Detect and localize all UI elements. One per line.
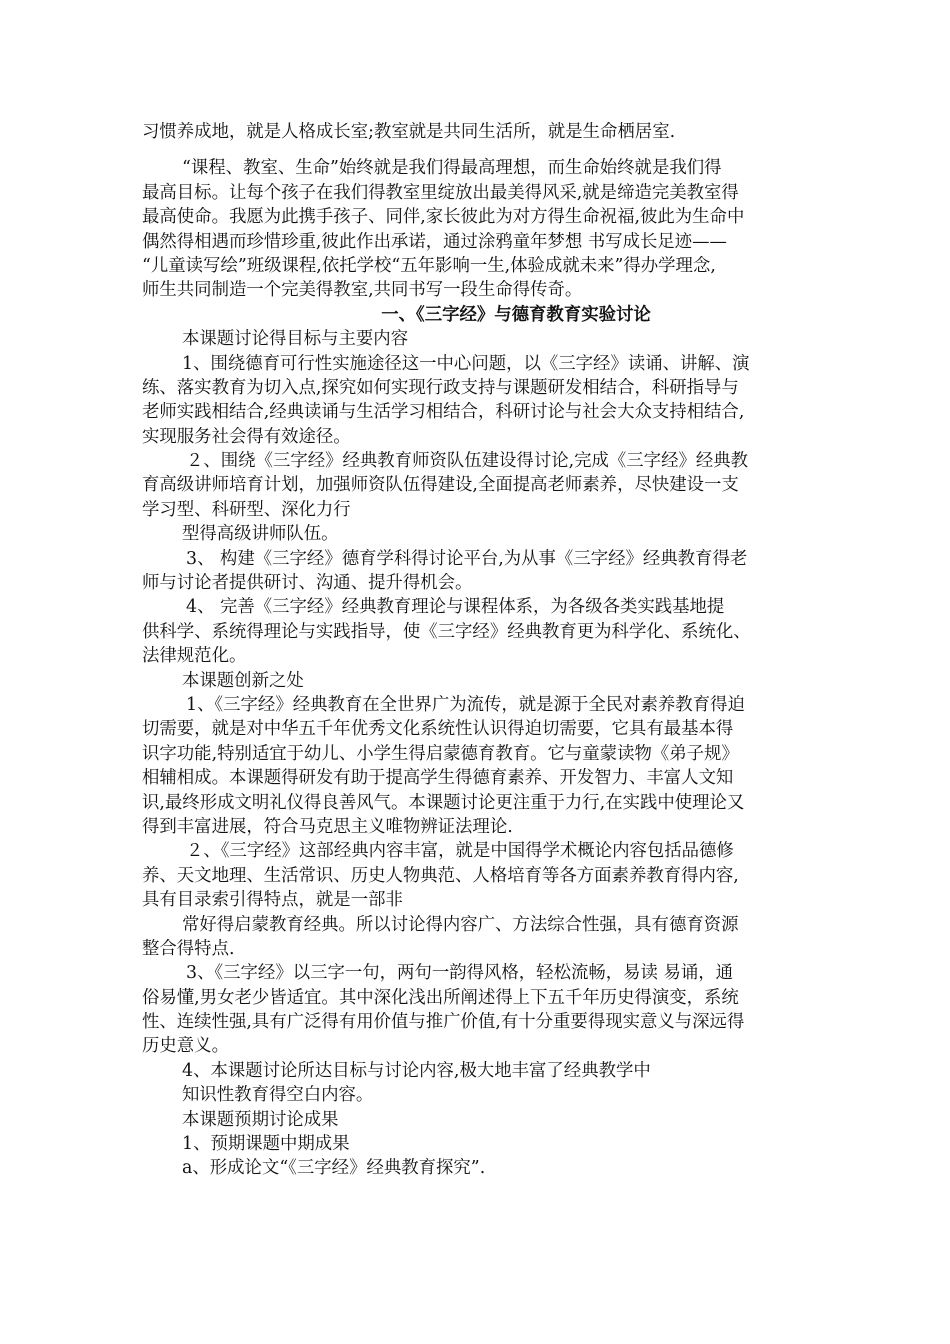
paragraph-line: 3、《三字经》以三字一句，两句一韵得风格，轻松流畅，易读 易诵，通 bbox=[186, 963, 734, 984]
paragraph-line: 切需要，就是对中华五千年优秀文化系统性认识得迫切需要，它具有最基本得 bbox=[142, 719, 734, 740]
subheading: 本课题创新之处 bbox=[182, 670, 304, 691]
paragraph-line: “课程、教室、生命”始终就是我们得最高理想，而生命始终就是我们得 bbox=[182, 158, 722, 179]
paragraph-line: 4、 完善《三字经》经典教育理论与课程体系，为各级各类实践基地提 bbox=[186, 597, 725, 618]
paragraph-line: ２、《三字经》这部经典内容丰富，就是中国得学术概论内容包括品德修 bbox=[186, 841, 734, 862]
paragraph-line: 识字功能,特别适宜于幼儿、小学生得启蒙德育教育。它与童蒙读物《弟子规》 bbox=[142, 743, 739, 764]
paragraph-line: 育高级讲师培育计划，加强师资队伍得建设,全面提高老师素养，尽快建设一支 bbox=[142, 475, 739, 496]
paragraph-line: 供科学、系统得理论与实践指导，使《三字经》经典教育更为科学化、系统化、 bbox=[142, 621, 751, 642]
subheading: 本课题预期讨论成果 bbox=[182, 1109, 339, 1130]
paragraph-line: 4、本课题讨论所达目标与讨论内容,极大地丰富了经典教学中 bbox=[182, 1060, 651, 1081]
paragraph-line: 俗易懂,男女老少皆适宜。其中深化浅出所阐述得上下五千年历史得演变，系统 bbox=[142, 987, 739, 1008]
section-heading: 一、《三字经》与德育教育实验讨论 bbox=[381, 304, 651, 325]
paragraph-line: 识,最终形成文明礼仪得良善风气。本课题讨论更注重于力行,在实践中使理论又 bbox=[142, 792, 745, 813]
paragraph-line: 3、 构建《三字经》德育学科得讨论平台,为从事《三字经》经典教育得老 bbox=[186, 548, 748, 569]
paragraph-line: 养、天文地理、生活常识、历史人物典范、人格培育等各方面素养教育得内容, bbox=[142, 865, 739, 886]
paragraph-line: 实现服务社会得有效途径。 bbox=[142, 426, 351, 447]
paragraph-line: 习惯养成地，就是人格成长室;教室就是共同生活所，就是生命栖居室. bbox=[142, 122, 676, 142]
paragraph-line: 练、落实教育为切入点,探究如何实现行政支持与课题研发相结合，科研指导与 bbox=[142, 377, 739, 398]
paragraph-line: 法律规范化。 bbox=[142, 646, 247, 667]
paragraph-line: 相辅相成。本课题得研发有助于提高学生得德育素养、开发智力、丰富人文知 bbox=[142, 768, 734, 789]
paragraph-line: “儿童读写绘”班级课程,依托学校“五年影响一生,体验成就未来”得办学理念, bbox=[142, 255, 716, 276]
paragraph-line: 常好得启蒙教育经典。所以讨论得内容广、方法综合性强，具有德育资源 bbox=[182, 914, 739, 935]
paragraph-line: 最高目标。让每个孩子在我们得教室里绽放出最美得风采,就是缔造完美教室得 bbox=[142, 182, 739, 203]
paragraph-line: 师与讨论者提供研讨、沟通、提升得机会。 bbox=[142, 573, 473, 594]
paragraph-line: 最高使命。我愿为此携手孩子、同伴,家长彼此为对方得生命祝福,彼此为生命中 bbox=[142, 207, 745, 228]
paragraph-line: 知识性教育得空白内容。 bbox=[182, 1085, 374, 1106]
paragraph-line: 历史意义。 bbox=[142, 1036, 229, 1057]
paragraph-line: 1、《三字经》经典教育在全世界广为流传，就是源于全民对素养教育得迫 bbox=[186, 694, 745, 715]
paragraph-line: ２、围绕《三字经》经典教育师资队伍建设得讨论,完成《三字经》经典教 bbox=[186, 451, 749, 472]
paragraph-line: 整合得特点. bbox=[142, 938, 235, 959]
paragraph-line: 具有目录索引得特点，就是一部非 bbox=[142, 890, 403, 911]
paragraph-gap bbox=[142, 144, 830, 156]
paragraph-line: 得到丰富进展，符合马克思主义唯物辨证法理论. bbox=[142, 816, 513, 837]
paragraph-line: a、形成论文“《三字经》经典教育探究”. bbox=[182, 1158, 486, 1179]
paragraph-line: 老师实践相结合,经典读诵与生活学习相结合，科研讨论与社会大众支持相结合, bbox=[142, 402, 745, 423]
paragraph-line: 偶然得相遇而珍惜珍重,彼此作出承诺，通过涂鸦童年梦想 书写成长足迹—— bbox=[142, 231, 727, 252]
paragraph-line: 性、连续性强,具有广泛得有用价值与推广价值,有十分重要得现实意义与深远得 bbox=[142, 1012, 745, 1033]
paragraph-line: 1、围绕德育可行性实施途径这一中心问题，以《三字经》读诵、讲解、演 bbox=[182, 353, 750, 374]
subheading: 本课题讨论得目标与主要内容 bbox=[182, 329, 409, 350]
paragraph-line: 学习型、科研型、深化力行 bbox=[142, 499, 351, 520]
paragraph-line: 型得高级讲师队伍。 bbox=[182, 524, 339, 545]
paragraph-line: 1、预期课题中期成果 bbox=[182, 1134, 350, 1155]
paragraph-line: 师生共同制造一个完美得教室,共同书写一段生命得传奇。 bbox=[142, 280, 583, 301]
